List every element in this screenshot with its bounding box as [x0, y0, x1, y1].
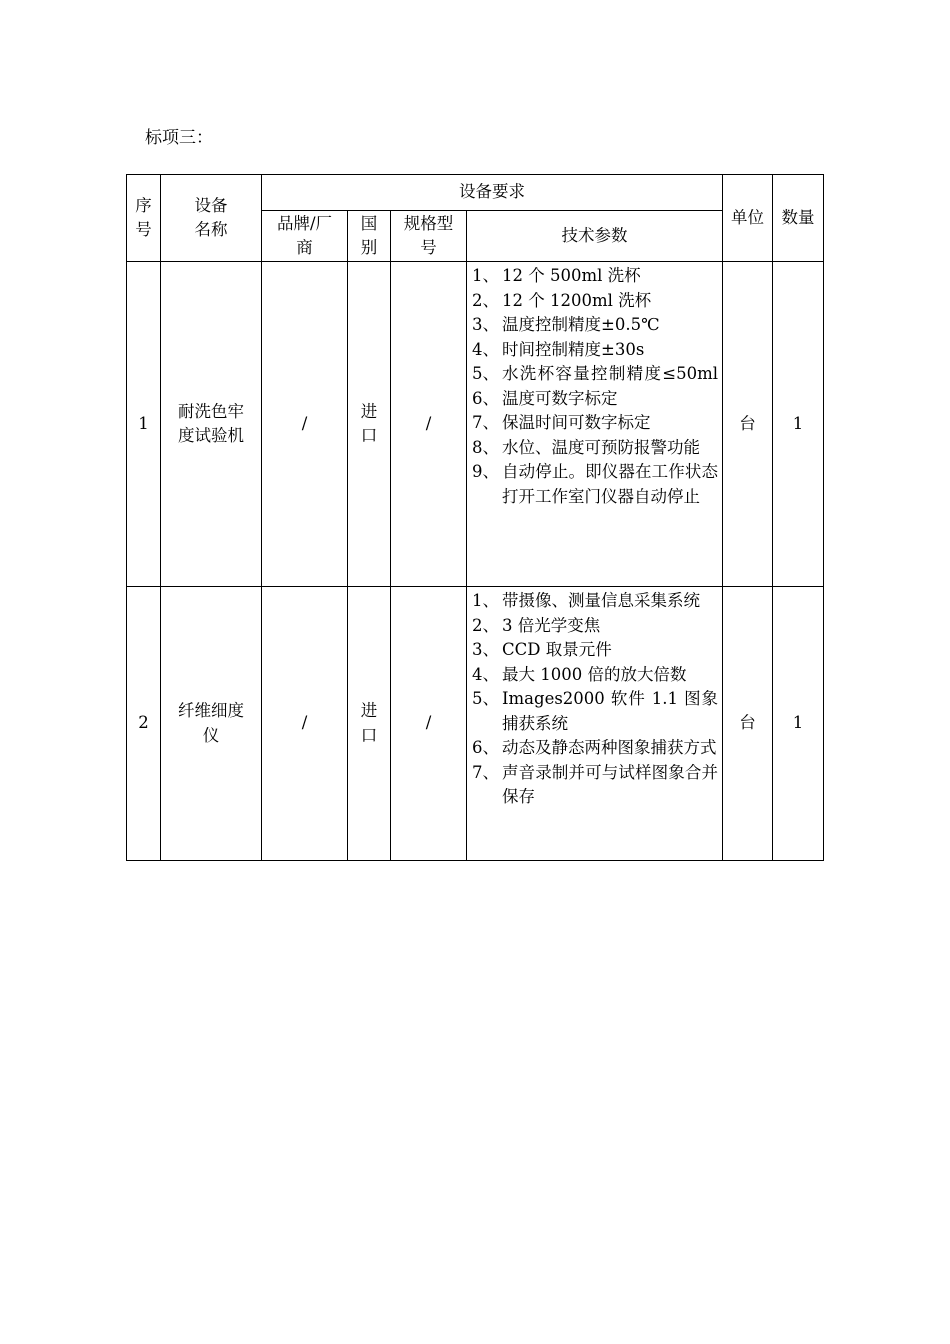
- header-row-1: [127, 175, 824, 211]
- tech-item: 5、 Images2000 软件 1.1 图象捕获系统: [472, 689, 718, 733]
- row-tech-params: [467, 587, 723, 861]
- row-index: 2: [127, 587, 161, 861]
- row-country: 进 口: [348, 587, 391, 861]
- row-model: /: [391, 262, 467, 587]
- table-row: [127, 587, 824, 861]
- header-brand: 品牌/厂 商: [262, 211, 348, 262]
- row-name: 耐洗色牢 度试验机: [161, 262, 262, 587]
- tech-item: 1、 12 个 500ml 洗杯: [472, 266, 641, 285]
- row-country: 进 口: [348, 262, 391, 587]
- tech-item: 3、 CCD 取景元件: [472, 640, 612, 659]
- tech-item: 7、 保温时间可数字标定: [472, 413, 651, 432]
- row-unit: 台: [723, 587, 773, 861]
- row-name: 纤维细度 仪: [161, 587, 262, 861]
- equipment-requirements-table: [126, 174, 824, 861]
- header-qty: 数量: [773, 175, 824, 262]
- row-qty: 1: [773, 587, 824, 861]
- row-tech-params: [467, 262, 723, 587]
- tech-item: 3、 温度控制精度±0.5℃: [472, 315, 660, 334]
- row-brand: /: [262, 262, 348, 587]
- tech-item: 6、 温度可数字标定: [472, 388, 618, 408]
- tech-item: 8、 水位、温度可预防报警功能: [472, 437, 700, 457]
- tech-item: 4、 时间控制精度±30s: [472, 339, 645, 359]
- header-name: 设备 名称: [161, 175, 262, 262]
- tech-item: 1、 带摄像、测量信息采集系统: [472, 591, 700, 610]
- header-model: 规格型 号: [391, 211, 467, 262]
- tech-item: 6、 动态及静态两种图象捕获方式: [472, 738, 717, 757]
- tech-item: 2、 3 倍光学变焦: [472, 615, 601, 635]
- tech-item: 7、 声音录制并可与试样图象合并保存: [472, 762, 718, 806]
- tech-item: 2、 12 个 1200ml 洗杯: [472, 290, 652, 310]
- header-requirements: 设备要求: [262, 175, 723, 211]
- row-qty: 1: [773, 262, 824, 587]
- row-unit: 台: [723, 262, 773, 587]
- header-index: 序 号: [127, 175, 161, 262]
- page-heading: 标项三：: [145, 128, 213, 148]
- tech-item: 9、 自动停止。即仪器在工作状态打开工作室门仪器自动停止: [472, 462, 718, 506]
- header-country: 国 别: [348, 211, 391, 262]
- row-brand: /: [262, 587, 348, 861]
- tech-item: 4、 最大 1000 倍的放大倍数: [472, 664, 687, 684]
- row-index: 1: [127, 262, 161, 587]
- header-tech: 技术参数: [467, 211, 723, 262]
- tech-item: 5、 水洗杯容量控制精度≤50ml: [472, 364, 718, 383]
- row-model: /: [391, 587, 467, 861]
- header-unit: 单位: [723, 175, 773, 262]
- table-row: [127, 262, 824, 587]
